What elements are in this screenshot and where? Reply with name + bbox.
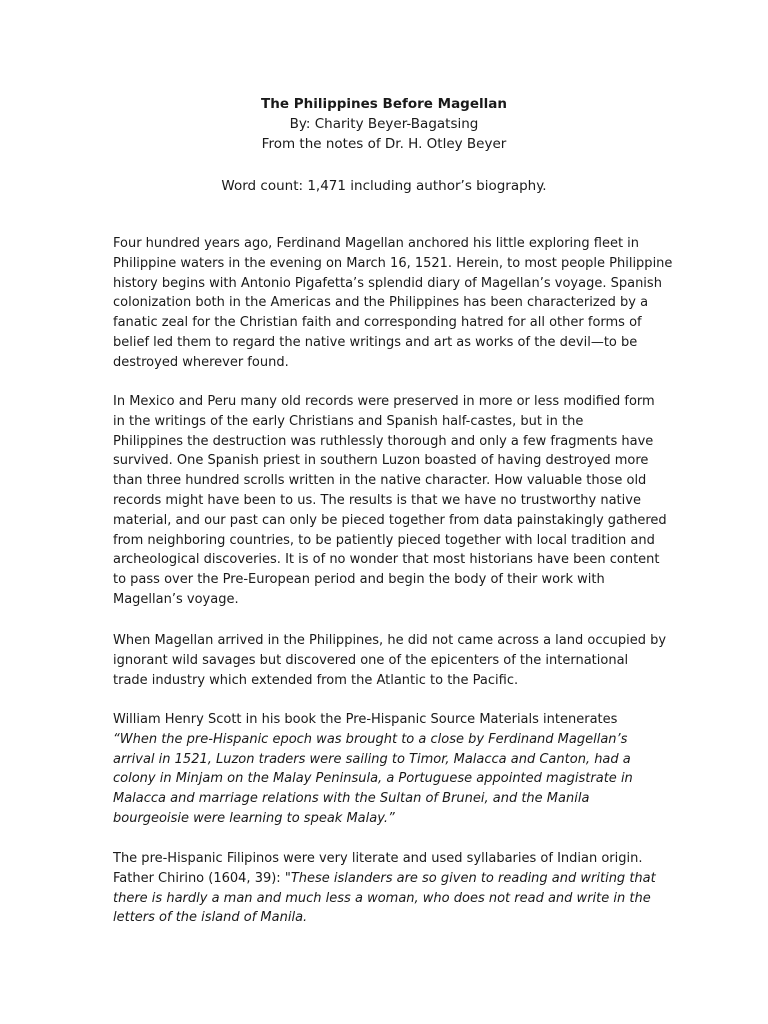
quote-line: letters of the island of Manila. — [113, 910, 308, 926]
paragraph-2 — [113, 392, 667, 610]
document-title: The Philippines Before Magellan — [261, 96, 507, 112]
paragraph-line: William Henry Scott in his book the Pre-Hispanic Source Materials intenerates — [113, 712, 618, 727]
paragraph-line: material, and our past can only be pieced together from data painstakingly gathered — [113, 512, 667, 528]
paragraph-line: Philippine waters in the evening on March 16, 1521. Herein, to most people Philippine — [113, 255, 673, 271]
paragraph-line: archeological discoveries. It is of no wonder that most historians have been content — [113, 552, 660, 568]
paragraph-line: trade industry which extended from the Atlantic to the Pacific. — [113, 672, 519, 688]
paragraph-4 — [113, 710, 658, 829]
quote-text: These islanders are so given to reading and writing that — [290, 870, 656, 886]
paragraph-line: colonization both in the Americas and the Philippines has been characterized by a — [113, 295, 649, 311]
paragraph-line: than three hundred scrolls written in the native character. How valuable those old — [113, 473, 647, 489]
paragraph-line: fanatic zeal for the Christian faith and corresponding hatred for all other forms of — [113, 315, 642, 331]
paragraph-line: Magellan’s voyage. — [113, 591, 239, 607]
paragraph-line: survived. One Spanish priest in southern Luzon boasted of having destroyed more — [113, 453, 649, 469]
paragraph-line: Four hundred years ago, Ferdinand Magellan anchored his little exploring fleet in — [113, 236, 640, 251]
quote-line: colony in Minjam on the Malay Peninsula, a Portuguese appointed magistrate in — [113, 771, 633, 787]
paragraph-line: ignorant wild savages but discovered one of the epicenters of the international — [113, 652, 629, 668]
paragraph-5 — [113, 849, 658, 928]
word-count: Word count: 1,471 including author’s biography. — [221, 178, 547, 194]
paragraph-line: in the writings of the early Christians and Spanish half-castes, but in the — [113, 413, 584, 429]
paragraph-line: history begins with Antonio Pigafetta’s splendid diary of Magellan’s voyage. Spanish — [113, 275, 662, 291]
quote-line: there is hardly a man and much less a woman, who does not read and write in the — [113, 890, 651, 906]
paragraph-line: When Magellan arrived in the Philippines, he did not came across a land occupied by — [113, 633, 667, 648]
paragraph-1 — [113, 234, 673, 373]
paragraph-line: to pass over the Pre-European period and begin the body of their work with — [113, 572, 605, 588]
citation-text: Father Chirino (1604, 39): " — [113, 870, 291, 886]
quote-line: arrival in 1521, Luzon traders were sailing to Timor, Malacca and Canton, had a — [113, 751, 631, 767]
paragraph-line-mixed — [113, 869, 658, 889]
paragraph-line: destroyed wherever found. — [113, 354, 289, 370]
paragraph-line: The pre-Hispanic Filipinos were very literate and used syllabaries of Indian origin. — [113, 851, 643, 866]
paragraph-line: Philippines the destruction was ruthlessly thorough and only a few fragments have — [113, 433, 654, 449]
document-header — [0, 94, 768, 154]
paragraph-line: In Mexico and Peru many old records were preserved in more or less modified form — [113, 394, 655, 409]
quote-line: Malacca and marriage relations with the Sultan of Brunei, and the Manila — [113, 791, 590, 807]
paragraph-3 — [113, 631, 667, 690]
paragraph-line: from neighboring countries, to be patiently pieced together with local tradition and — [113, 532, 655, 548]
paragraph-line: records might have been to us. The results is that we have no trustworthy native — [113, 492, 641, 508]
author-byline: By: Charity Beyer-Bagatsing — [289, 116, 479, 132]
source-note: From the notes of Dr. H. Otley Beyer — [261, 136, 507, 152]
quote-line: bourgeoisie were learning to speak Malay.” — [113, 810, 395, 826]
paragraph-line: belief led them to regard the native writings and art as works of the devil—to be — [113, 334, 638, 350]
quote-line: “When the pre-Hispanic epoch was brought to a close by Ferdinand Magellan’s — [113, 731, 628, 747]
